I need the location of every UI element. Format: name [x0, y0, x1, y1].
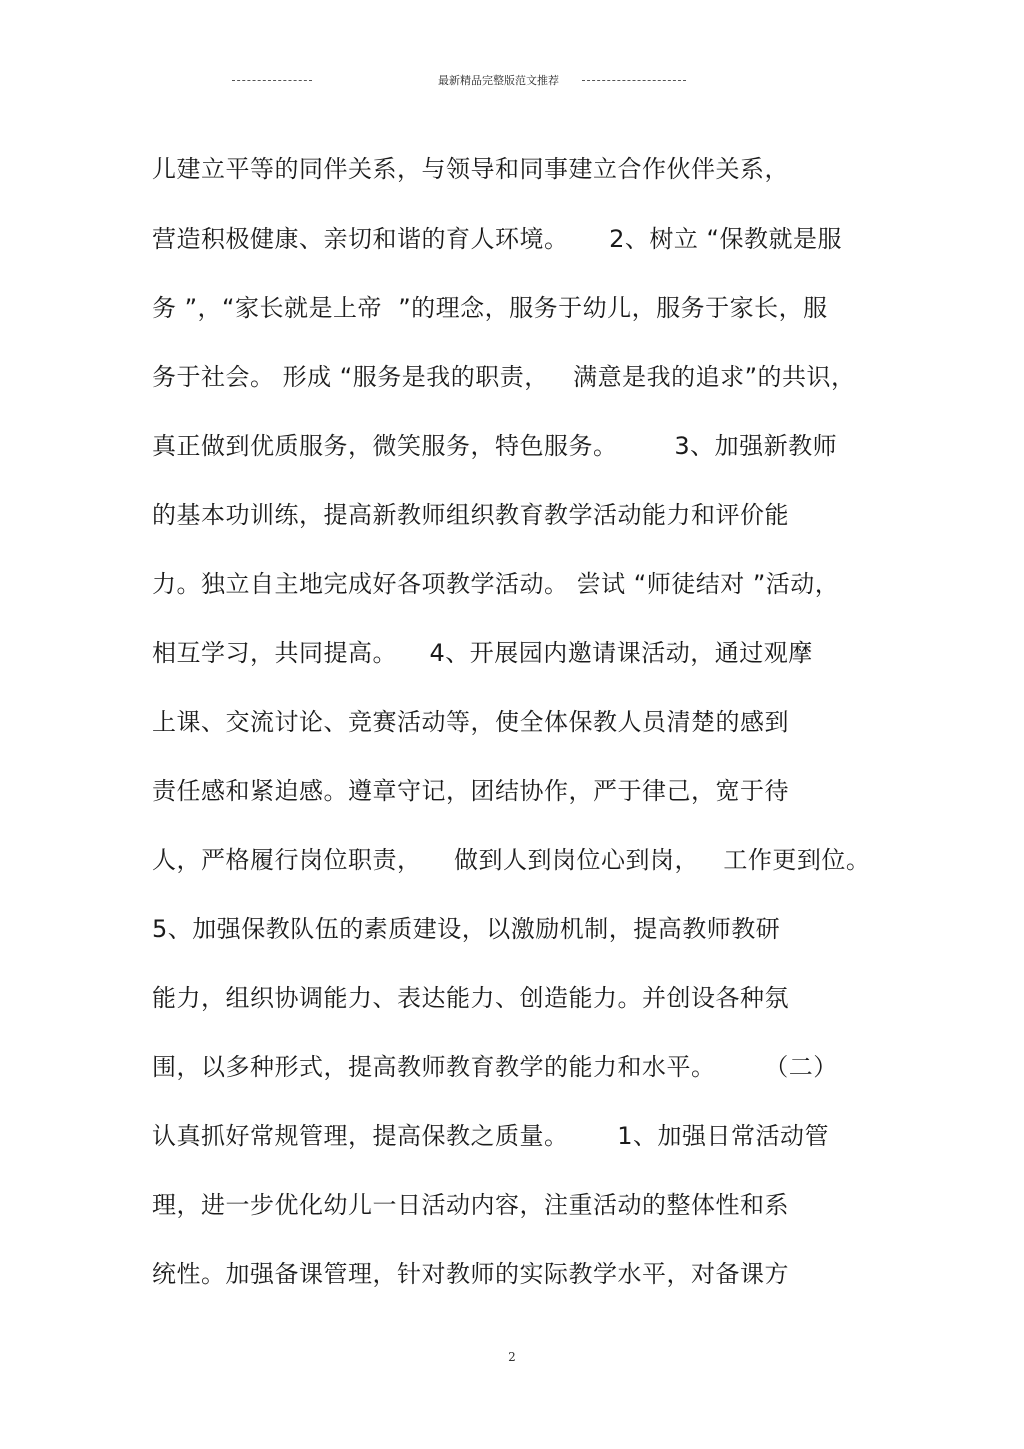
- body-line: 务 ”，“家长就是上帝 ”的理念，服务于幼儿，服务于家长，服: [152, 294, 828, 322]
- body-line: 围，以多种形式，提高教师教育教学的能力和水平。 （二）: [152, 1053, 838, 1081]
- body-line: 理，进一步优化幼儿一日活动内容，注重活动的整体性和系: [152, 1191, 789, 1219]
- header-title: 最新精品完整版范文推荐: [438, 74, 559, 87]
- body-line: 人，严格履行岗位职责， 做到人到岗位心到岗， 工作更到位。: [152, 846, 871, 874]
- header-dashed-rule-left: [232, 80, 312, 81]
- body-line: 务于社会。 形成 “服务是我的职责， 满意是我的追求”的共识，: [152, 363, 856, 391]
- body-line: 力。独立自主地完成好各项教学活动。 尝试 “师徒结对 ”活动，: [152, 570, 840, 598]
- body-line: 真正做到优质服务，微笑服务，特色服务。 3、加强新教师: [152, 432, 838, 460]
- body-line: 认真抓好常规管理，提高保教之质量。 1、加强日常活动管: [152, 1122, 830, 1150]
- body-line: 5、加强保教队伍的素质建设，以激励机制，提高教师教研: [152, 915, 781, 943]
- body-line: 的基本功训练，提高新教师组织教育教学活动能力和评价能: [152, 501, 789, 529]
- body-line: 责任感和紧迫感。遵章守记，团结协作，严于律己，宽于待: [152, 777, 789, 805]
- page-number: 2: [508, 1350, 516, 1364]
- body-line: 相互学习，共同提高。 4、开展园内邀请课活动，通过观摩: [152, 639, 813, 667]
- page-header: [0, 74, 1024, 88]
- header-dashed-rule-right: [582, 80, 686, 81]
- body-line: 能力，组织协调能力、表达能力、创造能力。并创设各种氛: [152, 984, 789, 1012]
- body-line: 统性。加强备课管理，针对教师的实际教学水平，对备课方: [152, 1260, 789, 1288]
- body-line: 上课、交流讨论、竞赛活动等，使全体保教人员清楚的感到: [152, 708, 789, 736]
- body-line: 儿建立平等的同伴关系，与领导和同事建立合作伙伴关系，: [152, 155, 789, 183]
- body-line: 营造积极健康、亲切和谐的育人环境。 2、树立 “保教就是服: [152, 225, 842, 253]
